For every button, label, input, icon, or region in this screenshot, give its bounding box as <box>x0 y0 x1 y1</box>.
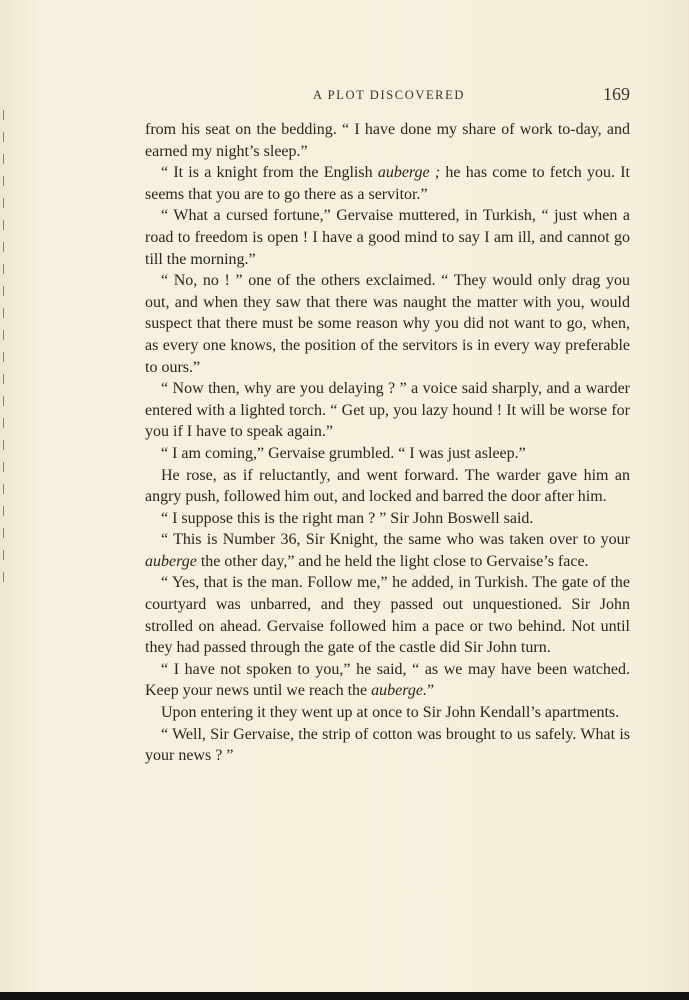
paragraph <box>145 270 630 378</box>
paragraph <box>145 572 630 658</box>
margin-mark <box>3 176 10 186</box>
paragraph <box>145 119 630 162</box>
left-margin-show-through <box>0 110 14 610</box>
body-text <box>145 119 630 767</box>
page-number: 169 <box>603 84 630 104</box>
running-title: A PLOT DISCOVERED <box>313 88 465 102</box>
text-run: “ Yes, that is the man. Follow me,” he added, in Turkish. The gate of the courtyard was unbarred, and they passed out unquestioned. Sir John strolled on ahead. Gervaise followed him a pace or two behind. Not until they had passed through the gate of the castle did Sir John turn. <box>145 574 630 657</box>
margin-mark <box>3 572 10 582</box>
margin-mark <box>3 528 10 538</box>
text-run: “ What a cursed fortune,” Gervaise muttered, in Turkish, “ just when a road to freedom is open ! I have a good mind to say I am ill, and cannot go till the morning.” <box>145 207 630 268</box>
margin-mark <box>3 308 10 318</box>
text-run: the other day,” and he held the light close to Gervaise’s face. <box>196 552 589 570</box>
paragraph <box>145 205 630 270</box>
italic-word: auberge. <box>371 682 427 700</box>
margin-mark <box>3 154 10 164</box>
margin-mark <box>3 396 10 406</box>
italic-word: auberge <box>145 552 197 570</box>
paragraph <box>145 724 630 767</box>
margin-mark <box>3 352 10 362</box>
scan-edge-bar <box>0 992 689 1000</box>
margin-mark <box>3 330 10 340</box>
text-run: “ Now then, why are you delaying ? ” a voice said sharply, and a warder entered with a lighted torch. “ Get up, you lazy hound ! It will be worse for you if I have to speak again.” <box>145 380 630 441</box>
paragraph <box>145 465 630 508</box>
italic-word: auberge ; <box>377 164 441 182</box>
margin-mark <box>3 242 10 252</box>
margin-mark <box>3 198 10 208</box>
paragraph <box>145 378 630 443</box>
margin-mark <box>3 374 10 384</box>
text-run: he has come to fetch you. It seems that you are to go there as a servitor.” <box>145 164 630 203</box>
paragraph <box>145 162 630 205</box>
margin-mark <box>3 418 10 428</box>
text-run: Upon entering it they went up at once to Sir John Kendall’s apartments. <box>161 704 620 722</box>
margin-mark <box>3 132 10 142</box>
page-header <box>145 84 630 106</box>
paragraph <box>145 702 630 724</box>
paragraph <box>145 508 630 530</box>
margin-mark <box>3 440 10 450</box>
text-run: “ No, no ! ” one of the others exclaimed. “ They would only drag you out, and when they saw that there was naught the matter with you, would suspect that there must be some reason why you did not want to go, when, as every one knows, the position of the servitors is in every way preferable to ours.” <box>145 272 630 376</box>
text-run: “ I suppose this is the right man ? ” Sir John Boswell said. <box>161 509 534 527</box>
text-run: “ It is a knight from the English <box>161 164 378 182</box>
margin-mark <box>3 484 10 494</box>
paragraph <box>145 443 630 465</box>
text-run: He rose, as if reluctantly, and went forward. The warder gave him an angry push, followed him out, and locked and barred the door after him. <box>145 466 630 506</box>
text-run: “ Well, Sir Gervaise, the strip of cotton was brought to us safely. What is your news ? ” <box>145 725 630 765</box>
text-run: ” <box>426 682 435 700</box>
margin-mark <box>3 286 10 296</box>
margin-mark <box>3 264 10 274</box>
text-run: from his seat on the bedding. “ I have done my share of work to-day, and earned my night’s sleep.” <box>145 121 630 160</box>
paragraph <box>145 529 630 572</box>
margin-mark <box>3 110 10 120</box>
paragraph <box>145 659 630 702</box>
text-run: “ I am coming,” Gervaise grumbled. “ I was just asleep.” <box>161 444 526 462</box>
margin-mark <box>3 550 10 560</box>
margin-mark <box>3 462 10 472</box>
text-run: “ This is Number 36, Sir Knight, the same who was taken over to your <box>161 531 630 549</box>
margin-mark <box>3 506 10 516</box>
text-run: “ I have not spoken to you,” he said, “ as we may have been watched. Keep your news until we reach the <box>145 660 630 700</box>
margin-mark <box>3 220 10 230</box>
